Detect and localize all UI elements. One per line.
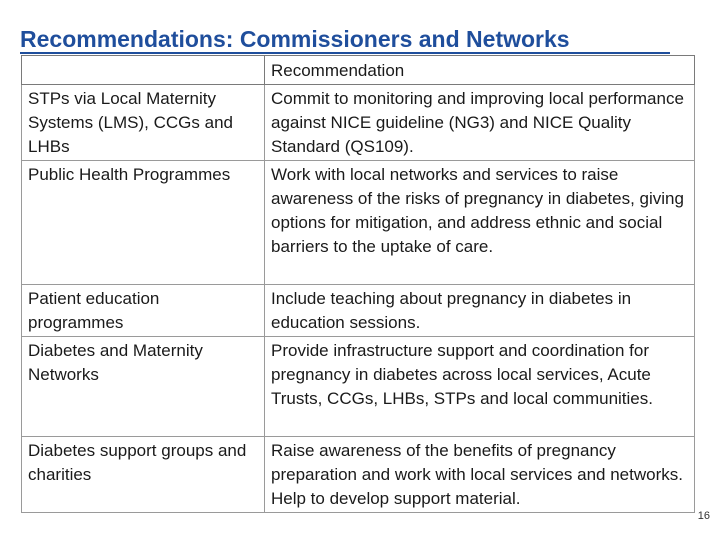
table-header-row (22, 56, 695, 85)
row-recommendation: Provide infrastructure support and coordination for pregnancy in diabetes across local services, Acute Trusts, CCGs, LHBs, STPs and local communities. (265, 337, 695, 437)
page-number: 16 (697, 510, 710, 522)
row-recommendation: Include teaching about pregnancy in diabetes in education sessions. (265, 285, 695, 337)
row-who: Public Health Programmes (22, 161, 265, 285)
row-who: Diabetes and Maternity Networks (22, 337, 265, 437)
title-underline (20, 52, 670, 54)
column-header-recommendation: Recommendation (265, 56, 695, 85)
row-who: Patient education programmes (22, 285, 265, 337)
table-row (22, 337, 695, 437)
row-who: Diabetes support groups and charities (22, 437, 265, 513)
row-recommendation: Work with local networks and services to raise awareness of the risks of pregnancy in diabetes, giving options for mitigation, and address ethnic and social barriers to the uptake of care. (265, 161, 695, 285)
table-row (22, 437, 695, 513)
table-row (22, 85, 695, 161)
slide-title: Recommendations: Commissioners and Networks (20, 26, 570, 52)
table-row (22, 285, 695, 337)
recommendations-table (21, 55, 695, 513)
row-recommendation: Raise awareness of the benefits of pregnancy preparation and work with local services and networks. Help to develop support material. (265, 437, 695, 513)
column-header-who (22, 56, 265, 85)
row-who: STPs via Local Maternity Systems (LMS), CCGs and LHBs (22, 85, 265, 161)
table-row (22, 161, 695, 285)
row-recommendation: Commit to monitoring and improving local performance against NICE guideline (NG3) and NICE Quality Standard (QS109). (265, 85, 695, 161)
